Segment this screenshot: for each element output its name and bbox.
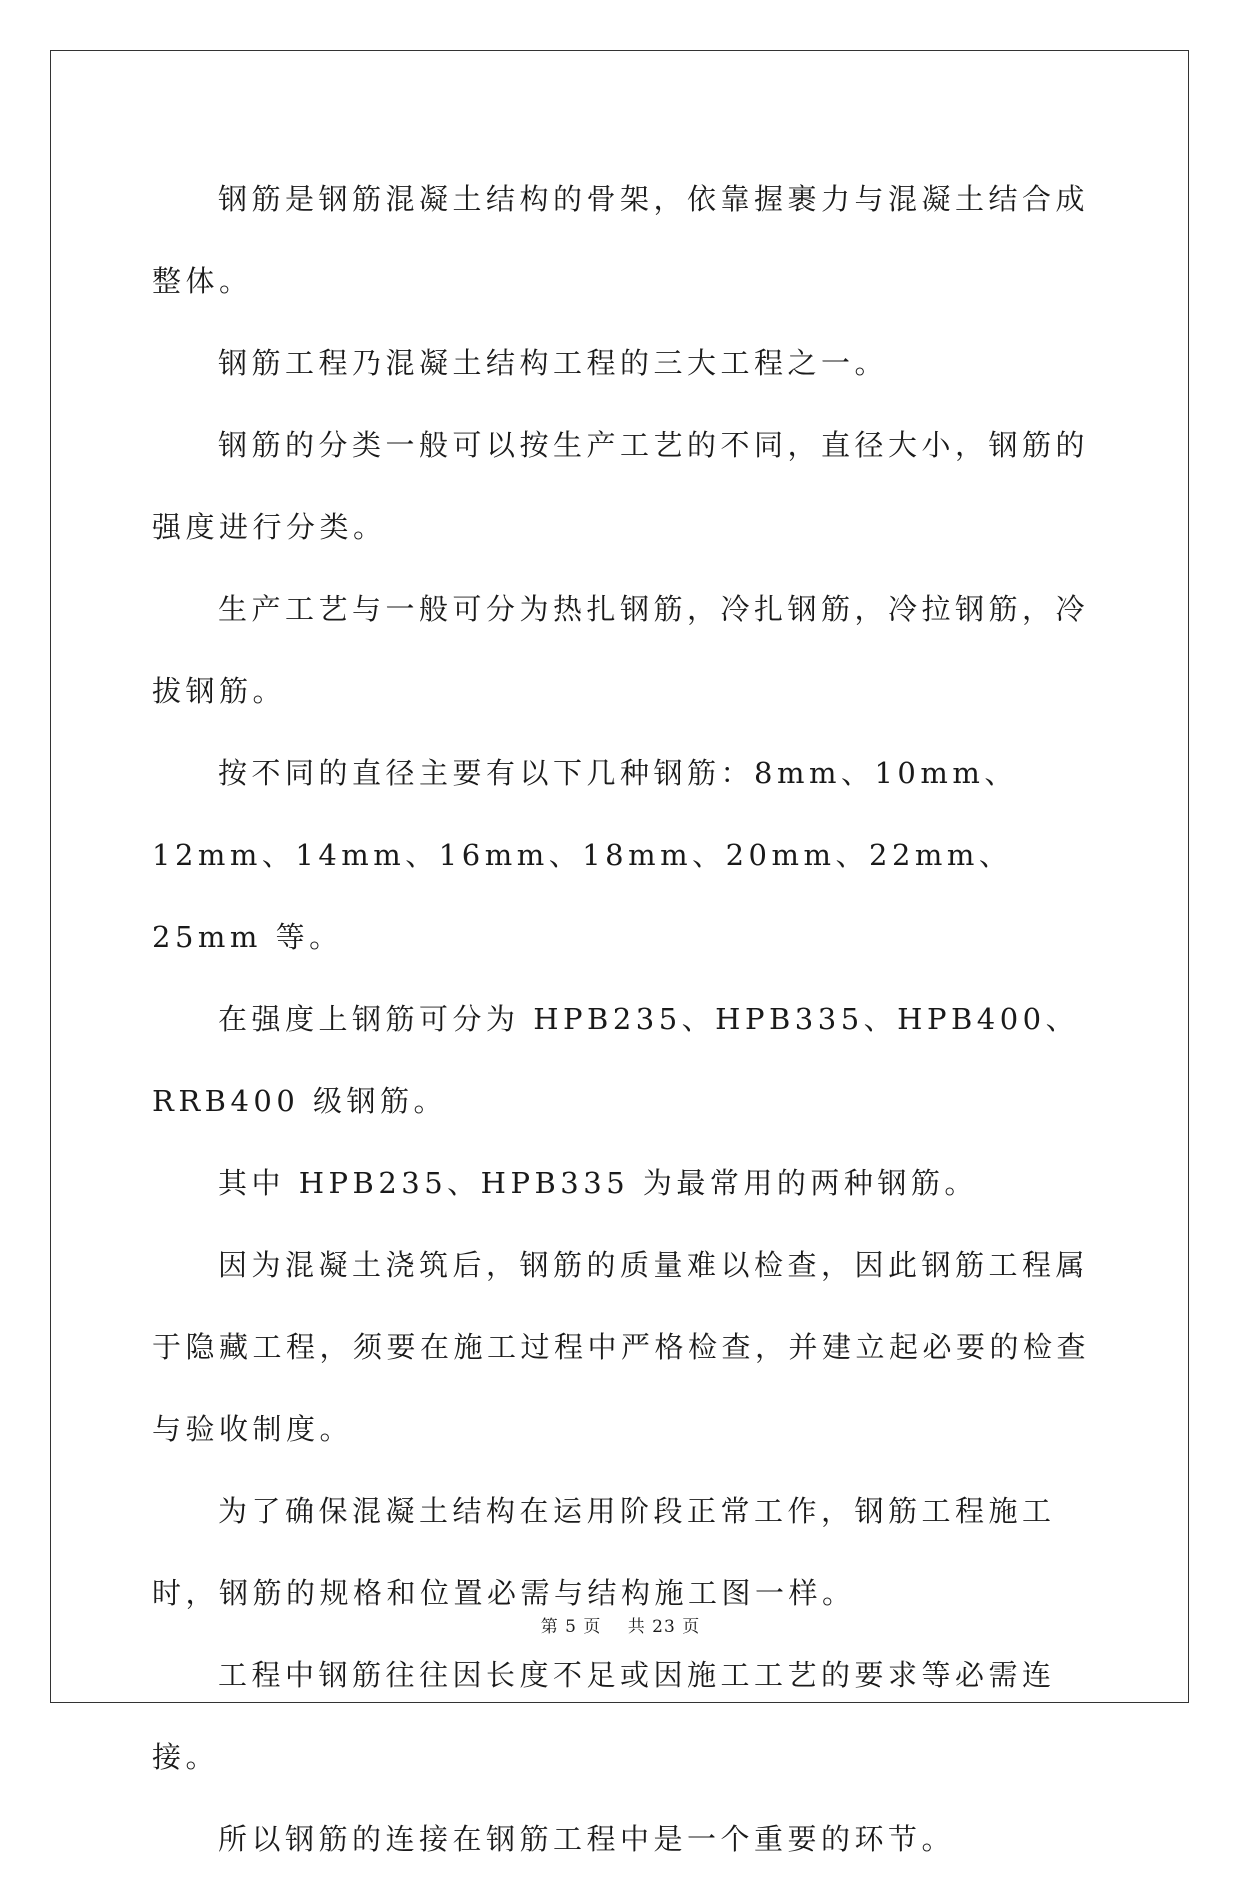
- paragraph: 所以钢筋的连接在钢筋工程中是一个重要的环节。: [218, 1822, 956, 1856]
- paragraph: 为了确保混凝土结构在运用阶段正常工作，钢筋工程施工时，钢筋的规格和位置必需与结构施工图一样。: [152, 1494, 1056, 1610]
- paragraph: 因为混凝土浇筑后，钢筋的质量难以检查，因此钢筋工程属于隐藏工程，须要在施工过程中严格检查，并建立起必要的检查与验收制度。: [152, 1248, 1091, 1446]
- paragraph: 钢筋的分类一般可以按生产工艺的不同，直径大小，钢筋的强度进行分类。: [152, 428, 1090, 544]
- page-total: 共 23 页: [627, 1617, 701, 1637]
- paragraph: 工程中钢筋往往因长度不足或因施工工艺的要求等必需连接。: [152, 1658, 1056, 1774]
- paragraph: 其中 HPB235、HPB335 为最常用的两种钢筋。: [218, 1166, 978, 1200]
- paragraph: 在强度上钢筋可分为 HPB235、HPB335、HPB400、RRB400 级钢筋。: [152, 1002, 1080, 1118]
- paragraph: 钢筋工程乃混凝土结构工程的三大工程之一。: [218, 346, 889, 380]
- paragraph: 生产工艺与一般可分为热扎钢筋，冷扎钢筋，冷拉钢筋，冷拔钢筋。: [152, 592, 1090, 708]
- paragraph: 按不同的直径主要有以下几种钢筋：8mm、10mm、12mm、14mm、16mm、18mm、20mm、22mm、25mm 等。: [152, 756, 1018, 954]
- paragraph: 钢筋是钢筋混凝土结构的骨架，依靠握裹力与混凝土结合成整体。: [152, 182, 1090, 298]
- page-footer: [0, 1612, 1241, 1637]
- page-number: 第 5 页: [540, 1617, 602, 1637]
